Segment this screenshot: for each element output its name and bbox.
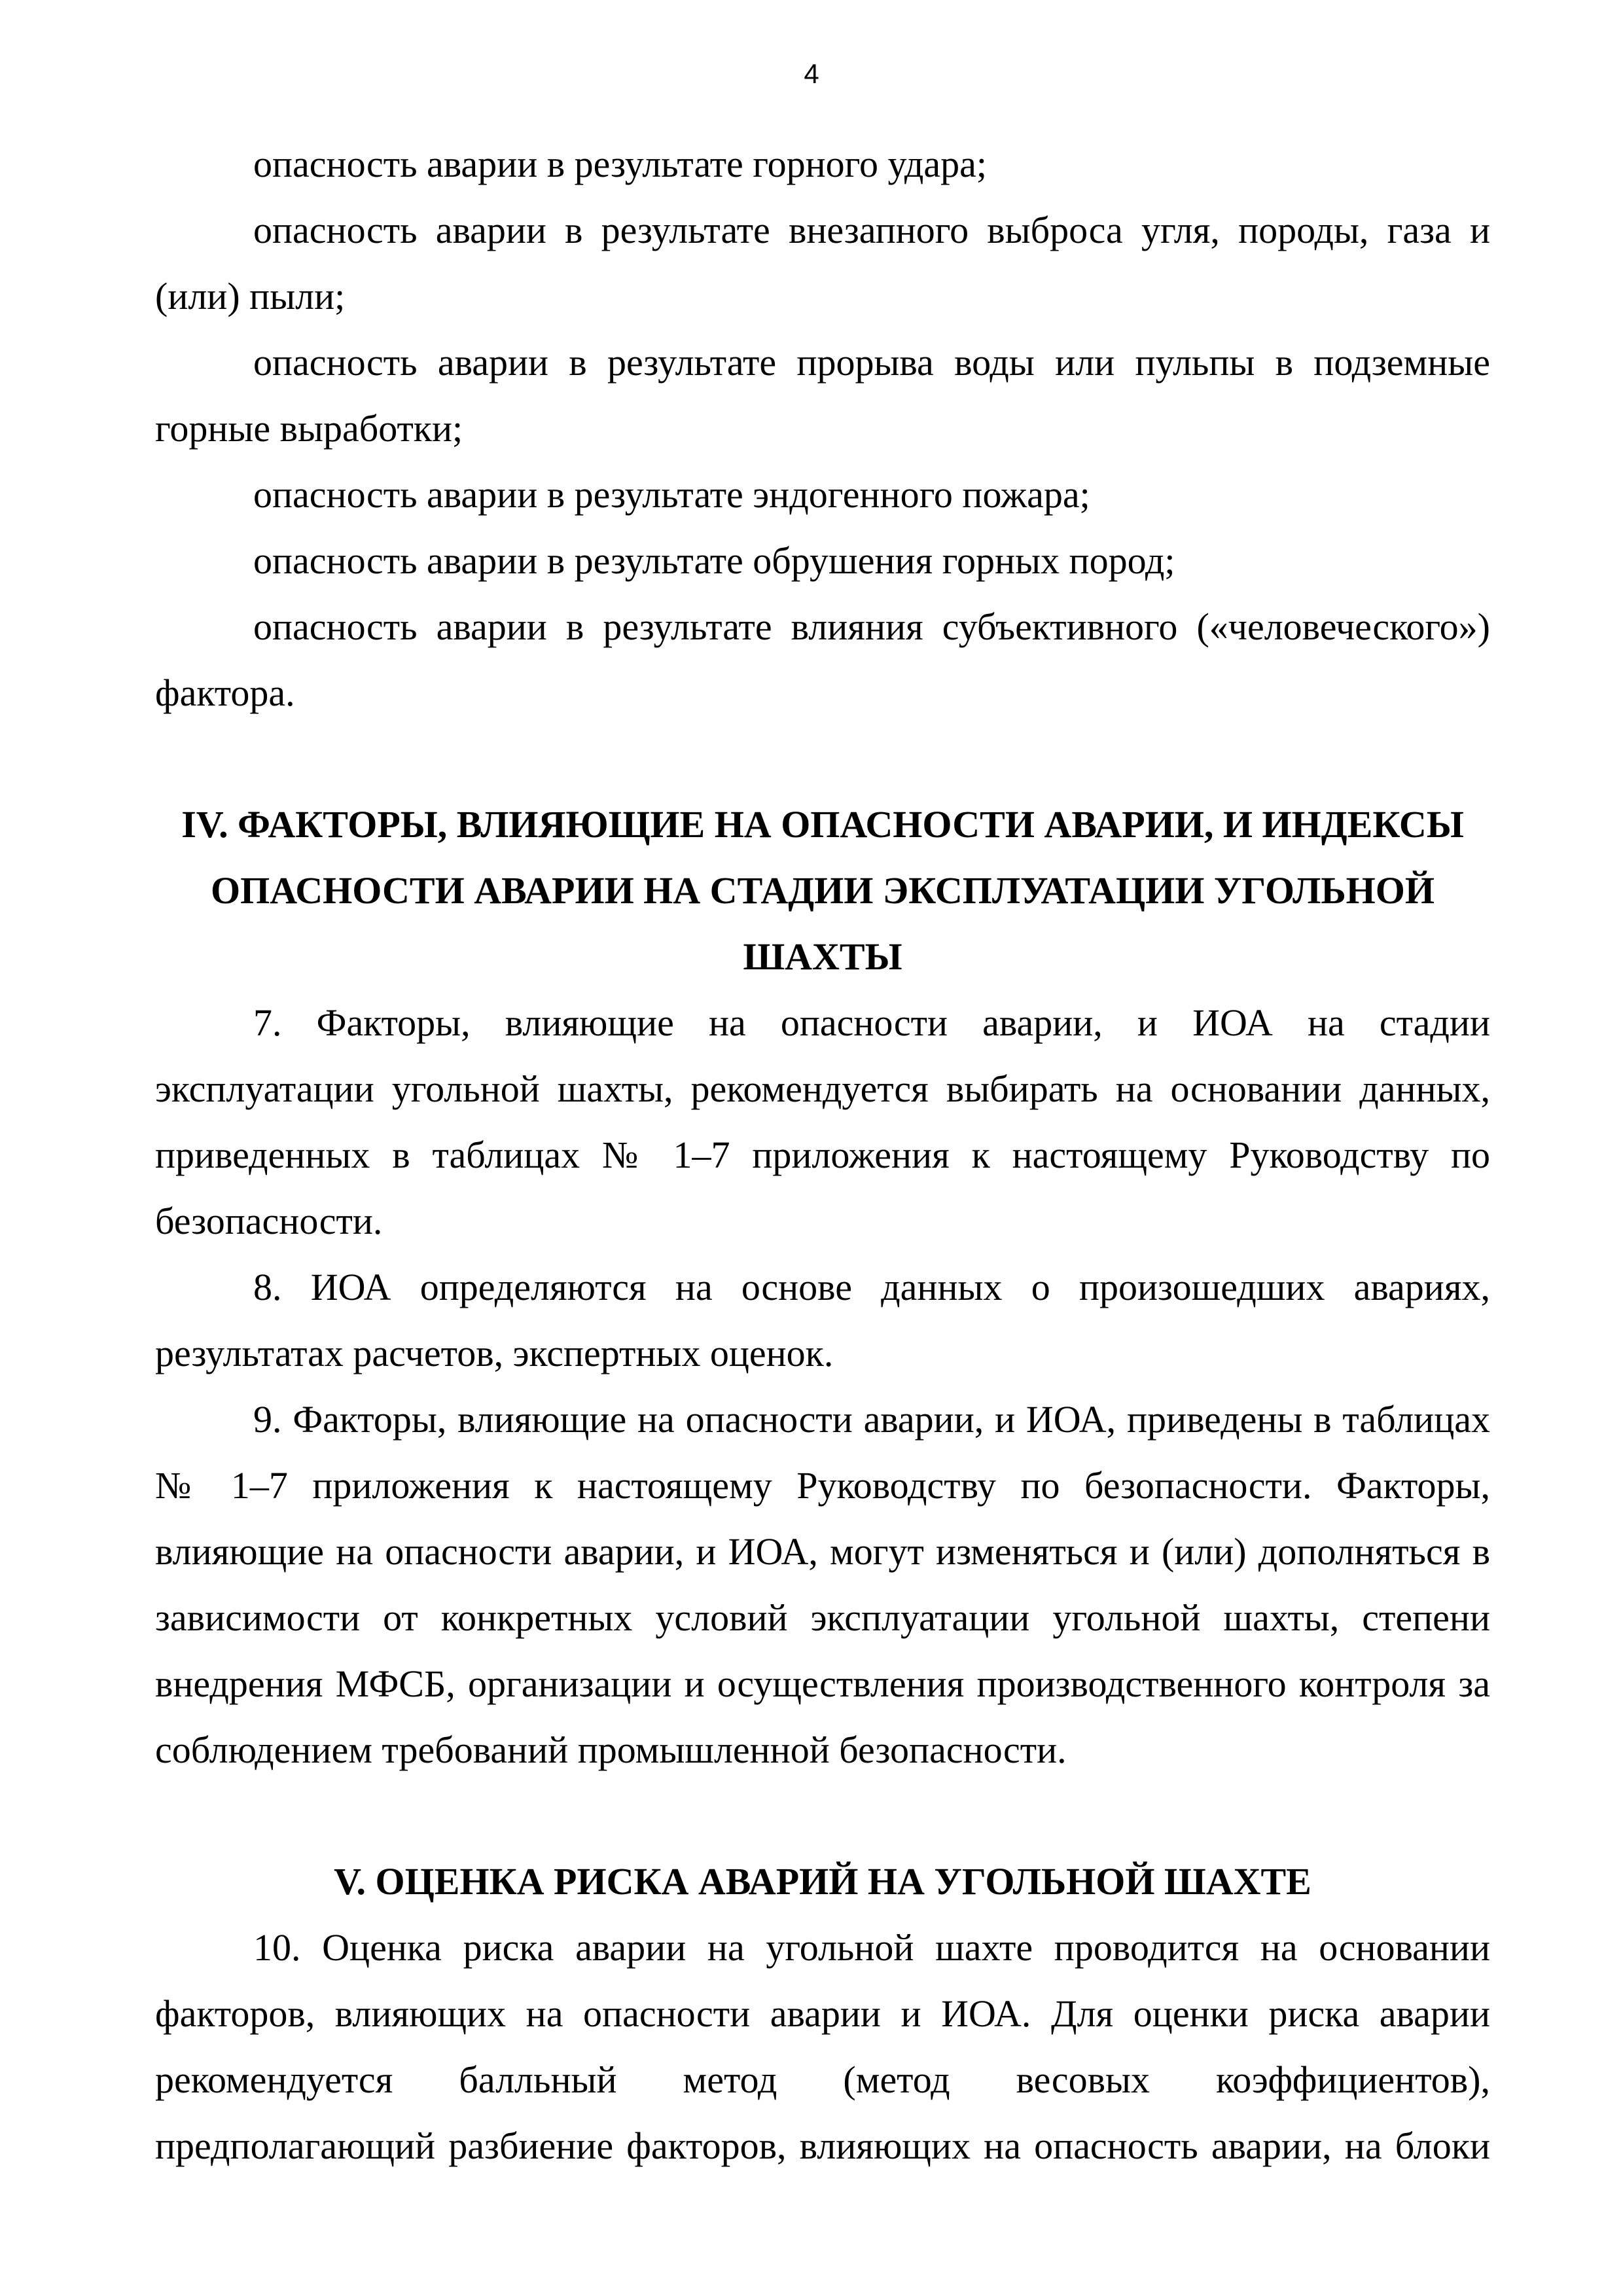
document-body <box>155 131 1490 2179</box>
section-5-heading <box>155 1848 1490 1914</box>
paragraph-7: 7. Факторы, влияющие на опасности аварии, и ИОА на стадии эксплуатации угольной шахты, рекомендуется выбирать на основании данных, приведенных в таблицах № 1–7 приложения к настоящему Руководству по безопасности. <box>155 1001 1490 1242</box>
section-5-heading-text: V. ОЦЕНКА РИСКА АВАРИЙ НА УГОЛЬНОЙ ШАХТЕ <box>334 1860 1311 1903</box>
paragraph-10: 10. Оценка риска аварии на угольной шахте проводится на основании факторов, влияющих на опасности аварии и ИОА. Для оценки риска аварии рекомендуется балльный метод (метод весовых коэффициентов), предполагающий разбиение факторов, влияющих на опасность аварии, на блоки <box>155 1926 1490 2167</box>
list-item-rock-collapse: опасность аварии в результате обрушения горных пород; <box>253 539 1175 582</box>
section-4-heading <box>155 791 1490 990</box>
list-item-water-inrush: опасность аварии в результате прорыва воды или пульпы в подземные горные выработки; <box>155 341 1490 450</box>
page-number: 4 <box>804 58 819 89</box>
list-item-endogenous-fire: опасность аварии в результате эндогенного пожара; <box>253 473 1090 516</box>
section-4-heading-line-2: ОПАСНОСТИ АВАРИИ НА СТАДИИ ЭКСПЛУАТАЦИИ УГОЛЬНОЙ ШАХТЫ <box>210 869 1435 978</box>
list-item-sudden-outburst: опасность аварии в результате внезапного выброса угля, породы, газа и (или) пыли; <box>155 209 1490 317</box>
section-4-heading-line-1: IV. ФАКТОРЫ, ВЛИЯЮЩИЕ НА ОПАСНОСТИ АВАРИИ, И ИНДЕКСЫ <box>181 803 1464 846</box>
list-item-rock-burst: опасность аварии в результате горного удара; <box>253 143 987 185</box>
list-item-human-factor: опасность аварии в результате влияния субъективного («человеческого») фактора. <box>155 605 1490 714</box>
paragraph-9: 9. Факторы, влияющие на опасности аварии, и ИОА, приведены в таблицах № 1–7 приложения к настоящему Руководству по безопасности. Факторы, влияющие на опасности аварии, и ИОА, могут изменяться и (или) дополняться в зависимости от конкретных условий эксплуатации угольной шахты, степени внедрения МФСБ, организации и осуществления производственного контроля за соблюдением требований промышленной безопасности. <box>155 1398 1490 1771</box>
paragraph-8: 8. ИОА определяются на основе данных о произошедших авариях, результатах расчетов, экспертных оценок. <box>155 1266 1490 1374</box>
